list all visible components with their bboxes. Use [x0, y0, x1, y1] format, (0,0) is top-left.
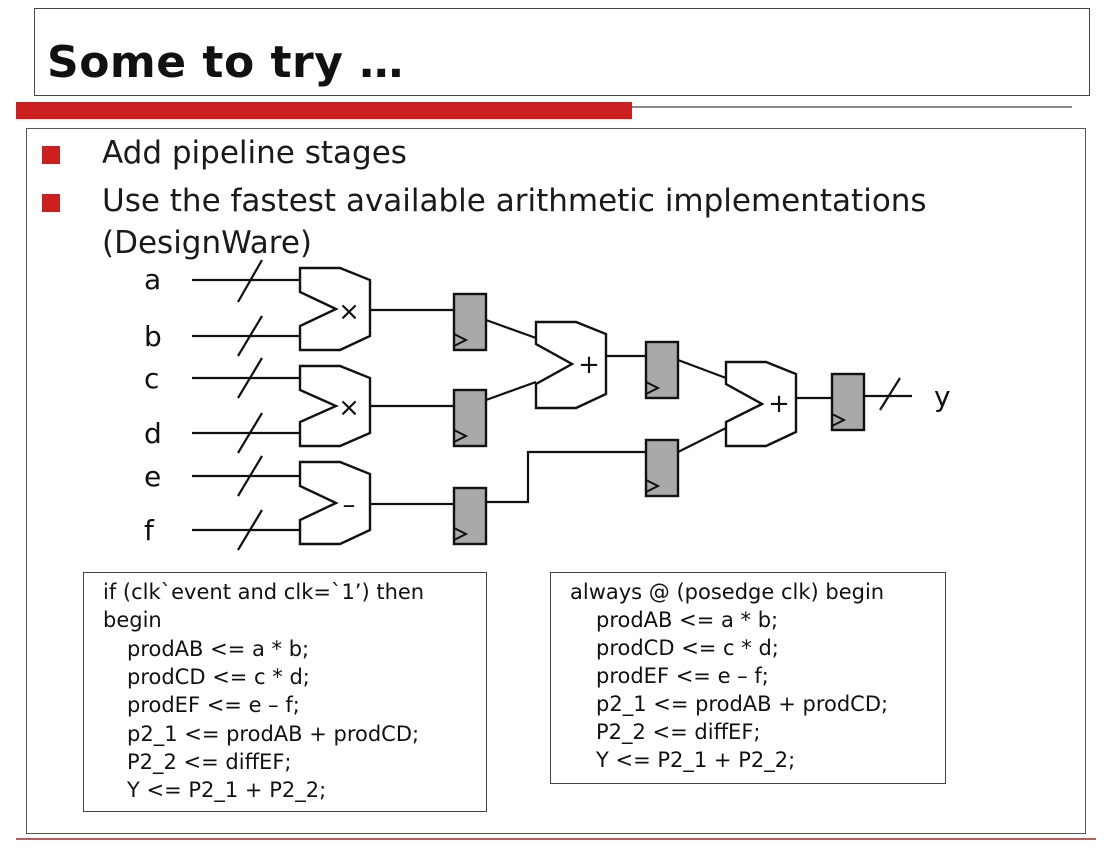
vhdl-line-6: p2_1 <= prodAB + prodCD;	[127, 722, 420, 746]
wire-reg2-add1	[486, 382, 536, 400]
vhdl-line-4: prodCD <= c * d;	[127, 665, 310, 689]
footer-rule	[16, 838, 1096, 840]
register-prodAB	[454, 294, 486, 350]
verilog-line-5: p2_1 <= prodAB + prodCD;	[596, 692, 889, 716]
vhdl-line-3: prodAB <= a * b;	[127, 637, 310, 661]
subtractor-ef	[300, 462, 370, 544]
vhdl-line-2: begin	[103, 608, 162, 632]
register-p2-2	[646, 440, 678, 496]
verilog-line-6: P2_2 <= diffEF;	[596, 720, 761, 744]
verilog-line-1: always @ (posedge clk) begin	[570, 580, 885, 604]
register-y	[832, 374, 864, 430]
vhdl-line-8: Y <= P2_1 + P2_2;	[127, 778, 327, 802]
slide-title: Some to try …	[47, 37, 404, 88]
input-label-b: b	[144, 320, 162, 353]
verilog-line-7: Y <= P2_1 + P2_2;	[596, 748, 796, 772]
wire-reg1-add1	[486, 320, 536, 338]
bullet-text-2: Use the fastest available arithmetic implementations	[102, 183, 927, 219]
input-label-c: c	[144, 362, 160, 395]
wire-reg3-reg5	[486, 452, 646, 502]
input-label-d: d	[144, 417, 162, 450]
bullet-text-2-cont: (DesignWare)	[102, 225, 313, 261]
verilog-line-2: prodAB <= a * b;	[596, 608, 779, 632]
input-label-f: f	[144, 514, 154, 547]
vhdl-line-7: P2_2 <= diffEF;	[127, 750, 292, 774]
op-symbol-mul-1: ×	[338, 297, 360, 327]
register-diffEF	[454, 488, 486, 544]
op-symbol-sub: –	[342, 490, 356, 520]
output-label-y: y	[934, 380, 951, 413]
op-symbol-add-2: +	[768, 389, 790, 419]
verilog-line-4: prodEF <= e – f;	[596, 664, 769, 688]
op-symbol-mul-2: ×	[338, 393, 360, 423]
vhdl-line-1: if (clk`event and clk=`1’) then	[103, 580, 425, 604]
wire-reg4-add2	[678, 360, 726, 378]
register-p2-1	[646, 342, 678, 398]
op-symbol-add-1: +	[578, 350, 600, 380]
register-prodCD	[454, 390, 486, 446]
vhdl-line-5: prodEF <= e – f;	[127, 693, 300, 717]
bullet-text-1: Add pipeline stages	[102, 135, 407, 171]
bus-slash-y	[880, 378, 900, 410]
input-label-a: a	[144, 263, 162, 296]
verilog-line-3: prodCD <= c * d;	[596, 636, 779, 660]
input-label-e: e	[144, 460, 162, 493]
wire-reg5-add2	[678, 428, 726, 452]
